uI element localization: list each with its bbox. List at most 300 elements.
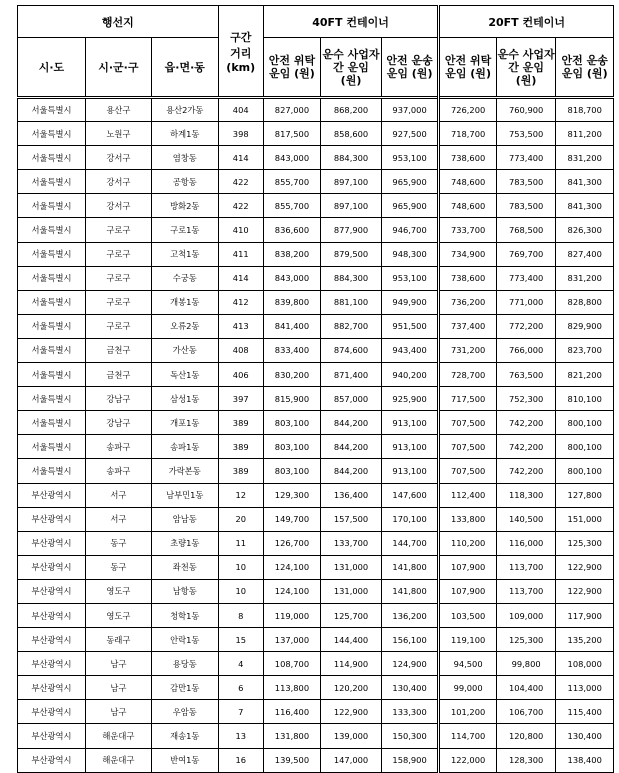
cell-40ft-safe-consign: 108,700: [263, 652, 321, 676]
cell-eupmyeondong: 재송1동: [151, 724, 218, 748]
cell-sido: 부산광역시: [18, 652, 86, 676]
cell-sigungu: 금천구: [85, 363, 151, 387]
cell-distance: 15: [218, 628, 263, 652]
cell-distance: 414: [218, 146, 263, 170]
cell-sigungu: 송파구: [85, 459, 151, 483]
cell-20ft-safe-consign: 731,200: [439, 338, 497, 362]
cell-eupmyeondong: 가락본동: [151, 459, 218, 483]
cell-40ft-transport-biz: 136,400: [321, 483, 382, 507]
cell-sigungu: 강남구: [85, 411, 151, 435]
cell-eupmyeondong: 개포1동: [151, 411, 218, 435]
cell-40ft-safe-consign: 119,000: [263, 603, 321, 627]
cell-40ft-safe-transport: 144,700: [381, 531, 439, 555]
cell-20ft-safe-transport: 138,400: [556, 748, 614, 772]
cell-40ft-transport-biz: 144,400: [321, 628, 382, 652]
cell-40ft-safe-consign: 827,000: [263, 98, 321, 122]
cell-40ft-safe-transport: 965,900: [381, 170, 439, 194]
cell-20ft-safe-consign: 133,800: [439, 507, 497, 531]
cell-40ft-safe-consign: 803,100: [263, 459, 321, 483]
cell-sigungu: 남구: [85, 652, 151, 676]
cell-sigungu: 강서구: [85, 194, 151, 218]
cell-40ft-transport-biz: 881,100: [321, 290, 382, 314]
table-row: [18, 507, 614, 531]
table-row: [18, 387, 614, 411]
cell-40ft-safe-transport: 943,400: [381, 338, 439, 362]
cell-sido: 부산광역시: [18, 700, 86, 724]
cell-20ft-safe-transport: 823,700: [556, 338, 614, 362]
cell-eupmyeondong: 오류2동: [151, 314, 218, 338]
cell-20ft-transport-biz: 783,500: [496, 170, 556, 194]
cell-20ft-safe-consign: 737,400: [439, 314, 497, 338]
cell-sido: 서울특별시: [18, 218, 86, 242]
cell-40ft-safe-transport: 133,300: [381, 700, 439, 724]
cell-40ft-transport-biz: 868,200: [321, 98, 382, 122]
cell-sido: 부산광역시: [18, 676, 86, 700]
header-sigungu: 시·군·구: [85, 38, 151, 98]
cell-20ft-safe-transport: 821,200: [556, 363, 614, 387]
cell-sigungu: 남구: [85, 676, 151, 700]
header-20ft-transport-biz: 운수 사업자 간 운임 (원): [496, 38, 556, 98]
cell-sigungu: 동구: [85, 531, 151, 555]
table-row: [18, 483, 614, 507]
cell-40ft-transport-biz: 858,600: [321, 122, 382, 146]
cell-sigungu: 서구: [85, 483, 151, 507]
cell-eupmyeondong: 청학1동: [151, 603, 218, 627]
cell-sigungu: 구로구: [85, 242, 151, 266]
cell-eupmyeondong: 감만1동: [151, 676, 218, 700]
header-20ft-safe-transport: 안전 운송 운임 (원): [556, 38, 614, 98]
cell-sigungu: 강서구: [85, 146, 151, 170]
cell-sigungu: 구로구: [85, 266, 151, 290]
cell-40ft-safe-transport: 136,200: [381, 603, 439, 627]
table-row: [18, 411, 614, 435]
cell-distance: 389: [218, 411, 263, 435]
cell-40ft-safe-transport: 170,100: [381, 507, 439, 531]
cell-distance: 422: [218, 170, 263, 194]
cell-eupmyeondong: 독산1동: [151, 363, 218, 387]
header-40ft-safe-transport: 안전 운송 운임 (원): [381, 38, 439, 98]
cell-20ft-safe-transport: 115,400: [556, 700, 614, 724]
cell-eupmyeondong: 송파1동: [151, 435, 218, 459]
cell-40ft-safe-consign: 817,500: [263, 122, 321, 146]
cell-20ft-safe-consign: 107,900: [439, 555, 497, 579]
cell-20ft-safe-consign: 707,500: [439, 435, 497, 459]
cell-40ft-safe-consign: 841,400: [263, 314, 321, 338]
cell-eupmyeondong: 안락1동: [151, 628, 218, 652]
cell-20ft-safe-consign: 114,700: [439, 724, 497, 748]
table-row: [18, 676, 614, 700]
header-sido: 시·도: [18, 38, 86, 98]
cell-40ft-transport-biz: 131,000: [321, 555, 382, 579]
cell-40ft-safe-consign: 116,400: [263, 700, 321, 724]
cell-sigungu: 남구: [85, 700, 151, 724]
cell-eupmyeondong: 하계1동: [151, 122, 218, 146]
cell-sido: 부산광역시: [18, 531, 86, 555]
cell-40ft-safe-transport: 156,100: [381, 628, 439, 652]
cell-40ft-safe-transport: 946,700: [381, 218, 439, 242]
table-row: [18, 652, 614, 676]
cell-20ft-safe-transport: 800,100: [556, 411, 614, 435]
cell-40ft-safe-transport: 913,100: [381, 411, 439, 435]
table-row: [18, 748, 614, 772]
cell-eupmyeondong: 좌천동: [151, 555, 218, 579]
cell-20ft-safe-transport: 117,900: [556, 603, 614, 627]
cell-20ft-transport-biz: 113,700: [496, 555, 556, 579]
cell-40ft-safe-consign: 124,100: [263, 579, 321, 603]
cell-distance: 412: [218, 290, 263, 314]
cell-20ft-safe-consign: 736,200: [439, 290, 497, 314]
table-row: [18, 338, 614, 362]
cell-sido: 서울특별시: [18, 435, 86, 459]
cell-40ft-transport-biz: 844,200: [321, 435, 382, 459]
table-row: [18, 628, 614, 652]
cell-eupmyeondong: 초량1동: [151, 531, 218, 555]
table-row: [18, 555, 614, 579]
cell-40ft-safe-consign: 830,200: [263, 363, 321, 387]
cell-40ft-safe-consign: 149,700: [263, 507, 321, 531]
cell-sido: 서울특별시: [18, 459, 86, 483]
cell-20ft-transport-biz: 118,300: [496, 483, 556, 507]
cell-20ft-safe-transport: 829,900: [556, 314, 614, 338]
table-row: [18, 531, 614, 555]
cell-distance: 389: [218, 459, 263, 483]
table-row: [18, 146, 614, 170]
cell-20ft-safe-transport: 810,100: [556, 387, 614, 411]
cell-40ft-safe-consign: 803,100: [263, 435, 321, 459]
cell-40ft-safe-transport: 937,000: [381, 98, 439, 122]
cell-40ft-transport-biz: 897,100: [321, 194, 382, 218]
cell-sigungu: 금천구: [85, 338, 151, 362]
cell-40ft-safe-consign: 815,900: [263, 387, 321, 411]
cell-20ft-safe-transport: 113,000: [556, 676, 614, 700]
table-row: [18, 194, 614, 218]
cell-40ft-safe-consign: 836,600: [263, 218, 321, 242]
cell-20ft-safe-consign: 748,600: [439, 170, 497, 194]
cell-40ft-safe-transport: 953,100: [381, 266, 439, 290]
table-row: [18, 700, 614, 724]
cell-20ft-transport-biz: 766,000: [496, 338, 556, 362]
table-row: [18, 459, 614, 483]
cell-sigungu: 영도구: [85, 603, 151, 627]
cell-20ft-safe-transport: 108,000: [556, 652, 614, 676]
header-eupmyeondong: 읍·면·동: [151, 38, 218, 98]
table-row: [18, 314, 614, 338]
cell-20ft-transport-biz: 783,500: [496, 194, 556, 218]
cell-20ft-transport-biz: 768,500: [496, 218, 556, 242]
cell-40ft-transport-biz: 122,900: [321, 700, 382, 724]
cell-40ft-safe-consign: 843,000: [263, 266, 321, 290]
cell-20ft-safe-consign: 110,200: [439, 531, 497, 555]
cell-eupmyeondong: 용당동: [151, 652, 218, 676]
cell-20ft-transport-biz: 99,800: [496, 652, 556, 676]
cell-40ft-transport-biz: 897,100: [321, 170, 382, 194]
cell-sido: 서울특별시: [18, 98, 86, 122]
cell-40ft-safe-consign: 838,200: [263, 242, 321, 266]
cell-20ft-safe-transport: 125,300: [556, 531, 614, 555]
cell-20ft-transport-biz: 773,400: [496, 146, 556, 170]
table-row: [18, 98, 614, 122]
cell-distance: 10: [218, 555, 263, 579]
cell-eupmyeondong: 암남동: [151, 507, 218, 531]
cell-20ft-safe-transport: 151,000: [556, 507, 614, 531]
table-row: [18, 724, 614, 748]
cell-20ft-safe-transport: 130,400: [556, 724, 614, 748]
cell-eupmyeondong: 공항동: [151, 170, 218, 194]
cell-20ft-safe-transport: 800,100: [556, 459, 614, 483]
cell-20ft-transport-biz: 763,500: [496, 363, 556, 387]
cell-20ft-safe-consign: 718,700: [439, 122, 497, 146]
cell-40ft-safe-consign: 126,700: [263, 531, 321, 555]
cell-20ft-safe-transport: 122,900: [556, 555, 614, 579]
cell-distance: 6: [218, 676, 263, 700]
cell-20ft-transport-biz: 760,900: [496, 98, 556, 122]
header-40ft-group: 40FT 컨테이너: [263, 6, 439, 38]
cell-sigungu: 구로구: [85, 314, 151, 338]
cell-20ft-transport-biz: 120,800: [496, 724, 556, 748]
cell-40ft-safe-consign: 803,100: [263, 411, 321, 435]
cell-eupmyeondong: 고척1동: [151, 242, 218, 266]
table-row: [18, 363, 614, 387]
cell-40ft-transport-biz: 114,900: [321, 652, 382, 676]
cell-sido: 서울특별시: [18, 242, 86, 266]
cell-40ft-transport-biz: 874,600: [321, 338, 382, 362]
cell-distance: 413: [218, 314, 263, 338]
cell-40ft-safe-consign: 833,400: [263, 338, 321, 362]
cell-20ft-transport-biz: 113,700: [496, 579, 556, 603]
cell-20ft-transport-biz: 772,200: [496, 314, 556, 338]
cell-20ft-safe-consign: 94,500: [439, 652, 497, 676]
cell-20ft-safe-consign: 717,500: [439, 387, 497, 411]
cell-sigungu: 강남구: [85, 387, 151, 411]
cell-distance: 10: [218, 579, 263, 603]
header-distance: 구간 거리 (km): [218, 6, 263, 98]
table-row: [18, 218, 614, 242]
cell-40ft-safe-transport: 150,300: [381, 724, 439, 748]
header-40ft-transport-biz: 운수 사업자 간 운임 (원): [321, 38, 382, 98]
cell-sigungu: 해운대구: [85, 724, 151, 748]
cell-40ft-transport-biz: 884,300: [321, 266, 382, 290]
cell-40ft-safe-transport: 141,800: [381, 579, 439, 603]
cell-20ft-transport-biz: 752,300: [496, 387, 556, 411]
cell-sigungu: 서구: [85, 507, 151, 531]
cell-distance: 397: [218, 387, 263, 411]
cell-sigungu: 송파구: [85, 435, 151, 459]
cell-20ft-safe-consign: 738,600: [439, 266, 497, 290]
cell-20ft-safe-transport: 122,900: [556, 579, 614, 603]
cell-40ft-safe-transport: 147,600: [381, 483, 439, 507]
cell-sido: 서울특별시: [18, 122, 86, 146]
table-row: [18, 170, 614, 194]
cell-20ft-safe-transport: 828,800: [556, 290, 614, 314]
cell-40ft-transport-biz: 882,700: [321, 314, 382, 338]
cell-20ft-safe-consign: 107,900: [439, 579, 497, 603]
cell-40ft-transport-biz: 879,500: [321, 242, 382, 266]
cell-40ft-safe-transport: 965,900: [381, 194, 439, 218]
cell-20ft-safe-consign: 733,700: [439, 218, 497, 242]
cell-40ft-safe-transport: 948,300: [381, 242, 439, 266]
table-row: [18, 603, 614, 627]
cell-40ft-transport-biz: 871,400: [321, 363, 382, 387]
cell-40ft-transport-biz: 133,700: [321, 531, 382, 555]
cell-20ft-safe-transport: 135,200: [556, 628, 614, 652]
cell-sido: 서울특별시: [18, 194, 86, 218]
cell-sido: 부산광역시: [18, 724, 86, 748]
cell-distance: 414: [218, 266, 263, 290]
cell-sido: 서울특별시: [18, 411, 86, 435]
cell-distance: 16: [218, 748, 263, 772]
cell-20ft-transport-biz: 128,300: [496, 748, 556, 772]
cell-40ft-safe-transport: 158,900: [381, 748, 439, 772]
cell-eupmyeondong: 용산2가동: [151, 98, 218, 122]
cell-40ft-safe-consign: 131,800: [263, 724, 321, 748]
cell-40ft-safe-transport: 925,900: [381, 387, 439, 411]
cell-20ft-safe-consign: 707,500: [439, 411, 497, 435]
cell-sido: 서울특별시: [18, 290, 86, 314]
cell-eupmyeondong: 반여1동: [151, 748, 218, 772]
table-body: [18, 98, 614, 773]
cell-sido: 부산광역시: [18, 483, 86, 507]
cell-40ft-transport-biz: 139,000: [321, 724, 382, 748]
header-region-group: 행선지: [18, 6, 219, 38]
cell-20ft-transport-biz: 109,000: [496, 603, 556, 627]
cell-sigungu: 노원구: [85, 122, 151, 146]
cell-40ft-safe-transport: 951,500: [381, 314, 439, 338]
cell-40ft-transport-biz: 877,900: [321, 218, 382, 242]
cell-sido: 서울특별시: [18, 363, 86, 387]
cell-sido: 서울특별시: [18, 387, 86, 411]
table-row: [18, 435, 614, 459]
cell-distance: 410: [218, 218, 263, 242]
cell-distance: 406: [218, 363, 263, 387]
cell-40ft-safe-consign: 129,300: [263, 483, 321, 507]
cell-distance: 12: [218, 483, 263, 507]
cell-sigungu: 강서구: [85, 170, 151, 194]
cell-sido: 부산광역시: [18, 579, 86, 603]
cell-40ft-safe-transport: 940,200: [381, 363, 439, 387]
cell-20ft-safe-consign: 728,700: [439, 363, 497, 387]
table-row: [18, 290, 614, 314]
cell-40ft-safe-transport: 949,900: [381, 290, 439, 314]
cell-distance: 8: [218, 603, 263, 627]
cell-40ft-safe-transport: 130,400: [381, 676, 439, 700]
cell-20ft-transport-biz: 773,400: [496, 266, 556, 290]
cell-40ft-transport-biz: 125,700: [321, 603, 382, 627]
cell-40ft-safe-consign: 843,000: [263, 146, 321, 170]
cell-40ft-safe-transport: 124,900: [381, 652, 439, 676]
cell-40ft-safe-consign: 839,800: [263, 290, 321, 314]
cell-20ft-safe-consign: 103,500: [439, 603, 497, 627]
cell-20ft-safe-consign: 734,900: [439, 242, 497, 266]
cell-20ft-transport-biz: 116,000: [496, 531, 556, 555]
cell-20ft-safe-transport: 831,200: [556, 146, 614, 170]
cell-20ft-safe-transport: 826,300: [556, 218, 614, 242]
cell-sido: 부산광역시: [18, 628, 86, 652]
cell-20ft-transport-biz: 771,000: [496, 290, 556, 314]
cell-sigungu: 동래구: [85, 628, 151, 652]
cell-40ft-safe-consign: 113,800: [263, 676, 321, 700]
cell-20ft-safe-transport: 841,300: [556, 194, 614, 218]
cell-20ft-safe-consign: 112,400: [439, 483, 497, 507]
cell-eupmyeondong: 염창동: [151, 146, 218, 170]
cell-40ft-transport-biz: 147,000: [321, 748, 382, 772]
table-row: [18, 122, 614, 146]
cell-eupmyeondong: 우암동: [151, 700, 218, 724]
cell-eupmyeondong: 개봉1동: [151, 290, 218, 314]
cell-eupmyeondong: 가산동: [151, 338, 218, 362]
cell-distance: 13: [218, 724, 263, 748]
cell-eupmyeondong: 삼성1동: [151, 387, 218, 411]
cell-20ft-transport-biz: 769,700: [496, 242, 556, 266]
cell-sido: 서울특별시: [18, 338, 86, 362]
cell-eupmyeondong: 구로1동: [151, 218, 218, 242]
cell-sigungu: 동구: [85, 555, 151, 579]
cell-distance: 389: [218, 435, 263, 459]
cell-sido: 서울특별시: [18, 170, 86, 194]
cell-40ft-transport-biz: 120,200: [321, 676, 382, 700]
cell-distance: 408: [218, 338, 263, 362]
header-20ft-safe-consign: 안전 위탁 운임 (원): [439, 38, 497, 98]
cell-40ft-safe-consign: 855,700: [263, 170, 321, 194]
cell-distance: 20: [218, 507, 263, 531]
cell-sido: 서울특별시: [18, 146, 86, 170]
cell-40ft-safe-transport: 913,100: [381, 435, 439, 459]
cell-40ft-safe-consign: 124,100: [263, 555, 321, 579]
cell-distance: 4: [218, 652, 263, 676]
table-row: [18, 266, 614, 290]
cell-sigungu: 영도구: [85, 579, 151, 603]
table-row: [18, 242, 614, 266]
cell-40ft-transport-biz: 844,200: [321, 459, 382, 483]
cell-distance: 411: [218, 242, 263, 266]
cell-20ft-transport-biz: 140,500: [496, 507, 556, 531]
cell-20ft-safe-consign: 99,000: [439, 676, 497, 700]
freight-rate-table: [17, 5, 614, 773]
cell-distance: 422: [218, 194, 263, 218]
cell-20ft-safe-transport: 831,200: [556, 266, 614, 290]
cell-sido: 부산광역시: [18, 748, 86, 772]
cell-distance: 398: [218, 122, 263, 146]
cell-20ft-transport-biz: 742,200: [496, 435, 556, 459]
cell-20ft-safe-consign: 101,200: [439, 700, 497, 724]
cell-40ft-safe-consign: 139,500: [263, 748, 321, 772]
cell-20ft-safe-transport: 127,800: [556, 483, 614, 507]
cell-40ft-safe-transport: 953,100: [381, 146, 439, 170]
cell-20ft-safe-transport: 827,400: [556, 242, 614, 266]
cell-20ft-safe-transport: 800,100: [556, 435, 614, 459]
cell-sigungu: 용산구: [85, 98, 151, 122]
cell-40ft-safe-transport: 927,500: [381, 122, 439, 146]
cell-20ft-transport-biz: 742,200: [496, 459, 556, 483]
cell-20ft-safe-transport: 818,700: [556, 98, 614, 122]
cell-20ft-safe-consign: 738,600: [439, 146, 497, 170]
cell-40ft-transport-biz: 157,500: [321, 507, 382, 531]
header-20ft-group: 20FT 컨테이너: [439, 6, 614, 38]
cell-40ft-safe-consign: 855,700: [263, 194, 321, 218]
cell-distance: 7: [218, 700, 263, 724]
cell-20ft-safe-consign: 748,600: [439, 194, 497, 218]
cell-20ft-transport-biz: 753,500: [496, 122, 556, 146]
cell-20ft-safe-consign: 707,500: [439, 459, 497, 483]
cell-sido: 서울특별시: [18, 314, 86, 338]
cell-20ft-transport-biz: 742,200: [496, 411, 556, 435]
cell-eupmyeondong: 남항동: [151, 579, 218, 603]
cell-20ft-safe-consign: 726,200: [439, 98, 497, 122]
cell-40ft-safe-transport: 141,800: [381, 555, 439, 579]
cell-20ft-transport-biz: 125,300: [496, 628, 556, 652]
cell-40ft-transport-biz: 884,300: [321, 146, 382, 170]
cell-40ft-safe-transport: 913,100: [381, 459, 439, 483]
cell-distance: 11: [218, 531, 263, 555]
